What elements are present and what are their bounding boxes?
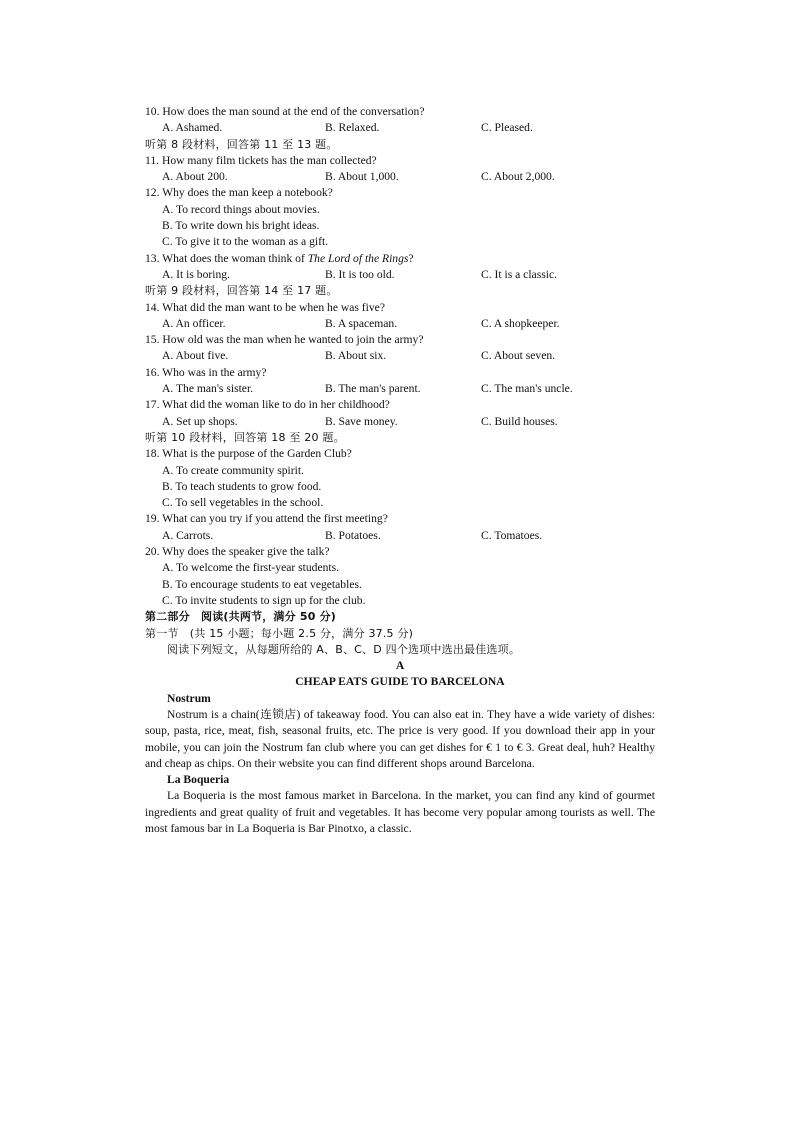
options-14 [145,316,655,332]
option-a: A. To welcome the first-year students. [162,561,340,575]
section-1-heading: 第一节 (共 15 小题；每小题 2.5 分，满分 37.5 分) [145,626,414,640]
options-11 [145,169,655,185]
section-instruction-10: 听第 10 段材料，回答第 18 至 20 题。 [145,430,345,444]
question-19: 19. What can you try if you attend the first meeting? [145,512,388,526]
option-b: B. Save money. [325,414,398,428]
option-c: C. About seven. [481,349,556,363]
option-b: B. The man's parent. [325,382,421,396]
option-c: C. To give it to the woman as a gift. [162,235,329,249]
question-10: 10. How does the man sound at the end of the conversation? [145,105,425,118]
question-15: 15. How old was the man when he wanted to join the army? [145,333,424,347]
option-a: A. About five. [162,349,229,363]
option-b: B. Potatoes. [325,528,381,542]
question-12: 12. Why does the man keep a notebook? [145,186,333,200]
option-c: C. A shopkeeper. [481,316,560,330]
passage-letter: A [395,659,405,673]
option-a: A. To record things about movies. [162,202,320,216]
subsection-title-nostrum: Nostrum [167,691,211,705]
option-a: A. Set up shops. [162,414,238,428]
section-instruction-9: 听第 9 段材料，回答第 14 至 17 题。 [145,284,338,298]
option-c: C. Tomatoes. [481,528,543,542]
question-18: 18. What is the purpose of the Garden Club? [145,447,352,461]
option-b: B. About six. [325,349,387,363]
paragraph-nostrum: Nostrum is a chain(连锁店) of takeaway food. You can also eat in. They have a wide variety of dishes: soup, pasta, rice, meat, fish, seasonal fruits, etc. The price is very good. If you download their app in your mobile, you can join the Nostrum fan club where you can get dishes for € 1 to € 3. Great deal, huh? Healthy and cheap as chips. On their website you can find different shops around Barcelona. [145,707,655,770]
question-13 [145,251,655,267]
option-c: C. Build houses. [481,414,558,428]
options-19 [145,528,655,544]
subsection-title-la-boqueria: La Boqueria [167,773,230,787]
options-15 [145,348,655,364]
question-20: 20. Why does the speaker give the talk? [145,545,330,559]
option-a: A. Ashamed. [162,121,223,135]
option-b: B. About 1,000. [325,170,399,184]
option-a: A. About 200. [162,170,228,184]
question-mark: ? [408,251,414,265]
option-c: C. Pleased. [481,121,533,135]
option-c: C. About 2,000. [481,170,555,184]
exam-page [145,104,655,837]
options-10 [145,120,655,136]
options-16 [145,381,655,397]
section-instruction-8: 听第 8 段材料，回答第 11 至 13 题。 [145,137,338,151]
option-b: B. To write down his bright ideas. [162,219,320,233]
option-c: C. To sell vegetables in the school. [162,496,324,510]
option-b: B. Relaxed. [325,121,380,135]
options-17 [145,414,655,430]
reading-instruction: 阅读下列短文，从每题所给的 A、B、C、D 四个选项中选出最佳选项。 [167,642,521,656]
question-14: 14. What did the man want to be when he was five? [145,300,385,314]
option-a: A. To create community spirit. [162,463,304,477]
question-16: 16. Who was in the army? [145,365,267,379]
option-c: C. The man's uncle. [481,382,573,396]
passage-title: CHEAP EATS GUIDE TO BARCELONA [295,675,505,689]
part-2-heading: 第二部分 阅读(共两节，满分 50 分) [145,610,337,624]
question-13-stem: 13. What does the woman think of [145,251,308,265]
paragraph-la-boqueria: La Boqueria is the most famous market in Barcelona. In the market, you can find any kind of gourmet ingredients and great quality of fruit and vegetables. It has become very popular among tourists as well. The most famous bar in La Boqueria is Bar Pinotxo, a classic. [145,789,655,836]
option-b: B. A spaceman. [325,316,398,330]
question-11: 11. How many film tickets has the man collected? [145,153,377,167]
option-c: C. To invite students to sign up for the club. [162,593,366,607]
option-a: A. It is boring. [162,267,230,281]
option-a: A. Carrots. [162,528,214,542]
option-b: B. To teach students to grow food. [162,479,322,493]
option-b: B. It is too old. [325,267,395,281]
options-13 [145,267,655,283]
option-b: B. To encourage students to eat vegetables. [162,577,362,591]
question-17: 17. What did the woman like to do in her childhood? [145,398,390,412]
option-c: C. It is a classic. [481,267,557,281]
option-a: A. An officer. [162,316,226,330]
book-title: The Lord of the Rings [307,251,409,265]
option-a: A. The man's sister. [162,382,254,396]
